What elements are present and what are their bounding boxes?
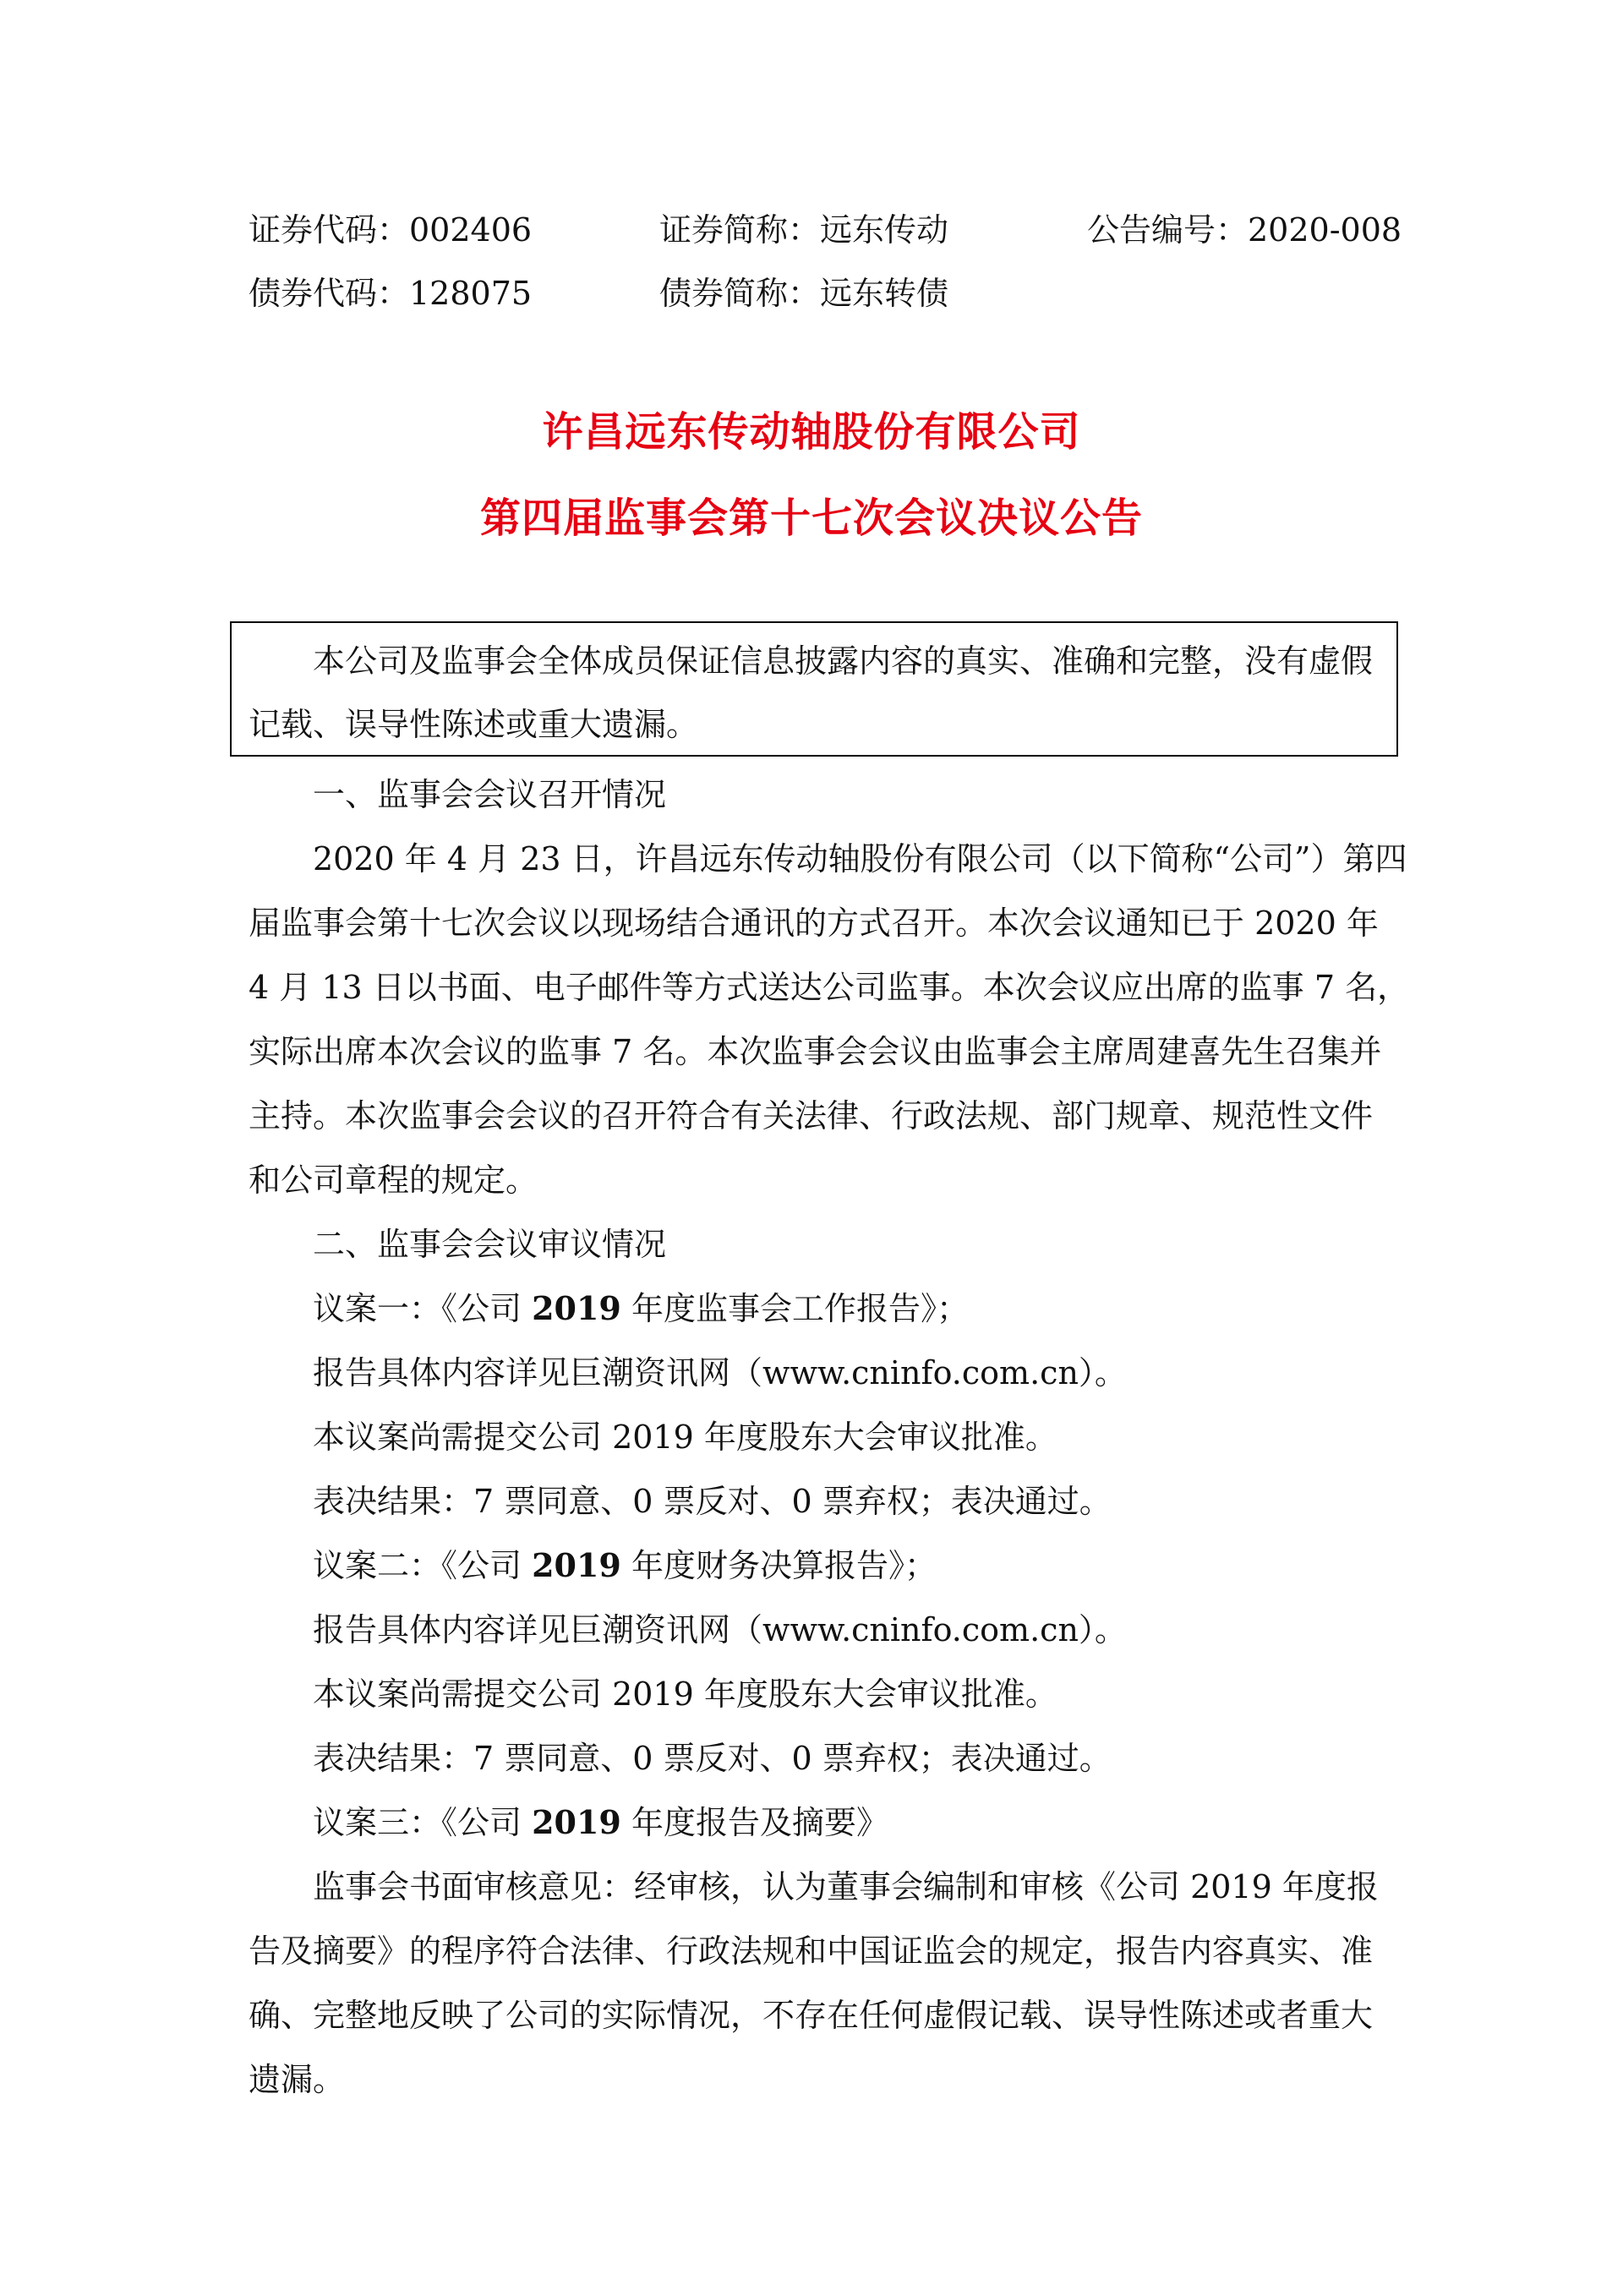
motion-2-detail: 报告具体内容详见巨潮资讯网（www.cninfo.com.cn）。 xyxy=(313,1611,1127,1648)
paragraph-line: 届监事会第十七次会议以现场结合通讯的方式召开。本次会议通知已于 2020 年 xyxy=(249,905,1379,942)
motion-1-detail: 报告具体内容详见巨潮资讯网（www.cninfo.com.cn）。 xyxy=(313,1354,1127,1391)
stock-code: 证券代码：002406 xyxy=(249,211,533,249)
notice-line-2: 记载、误导性陈述或重大遗漏。 xyxy=(249,706,699,743)
section-heading-meeting-convening: 一、监事会会议召开情况 xyxy=(313,776,667,813)
stock-abbreviation: 证券简称：远东传动 xyxy=(659,211,949,249)
section-heading-meeting-review: 二、监事会会议审议情况 xyxy=(313,1226,667,1263)
bond-abbreviation: 债券简称：远东转债 xyxy=(659,275,949,312)
paragraph-line: 主持。本次监事会会议的召开符合有关法律、行政法规、部门规章、规范性文件 xyxy=(249,1097,1374,1134)
motion-3-title: 议案三：《公司 2019 年度报告及摘要》 xyxy=(313,1803,888,1841)
paragraph-line: 2020 年 4 月 23 日，许昌远东传动轴股份有限公司（以下简称“公司”）第四 xyxy=(313,840,1407,877)
motion-3-opinion-line: 告及摘要》的程序符合法律、行政法规和中国证监会的规定，报告内容真实、准 xyxy=(249,1932,1374,1970)
motion-1-vote-result: 表决结果：7 票同意、0 票反对、0 票弃权；表决通过。 xyxy=(313,1483,1112,1520)
paragraph-line: 4 月 13 日以书面、电子邮件等方式送达公司监事。本次会议应出席的监事 7 名， xyxy=(249,969,1410,1006)
notice-line-1: 本公司及监事会全体成员保证信息披露内容的真实、准确和完整，没有虚假 xyxy=(313,642,1374,680)
company-title: 许昌远东传动轴股份有限公司 xyxy=(542,408,1081,456)
motion-3-opinion-line: 遗漏。 xyxy=(249,2061,346,2098)
motion-1-title: 议案一：《公司 2019 年度监事会工作报告》； xyxy=(313,1289,969,1327)
paragraph-line: 实际出席本次会议的监事 7 名。本次监事会会议由监事会主席周建喜先生召集并 xyxy=(249,1033,1382,1070)
motion-2-vote-result: 表决结果：7 票同意、0 票反对、0 票弃权；表决通过。 xyxy=(313,1740,1112,1777)
motion-2-submission: 本议案尚需提交公司 2019 年度股东大会审议批准。 xyxy=(313,1676,1057,1713)
motion-3-opinion-line: 确、完整地反映了公司的实际情况，不存在任何虚假记载、误导性陈述或者重大 xyxy=(249,1997,1374,2034)
bond-code: 债券代码：128075 xyxy=(249,275,533,312)
motion-2-title: 议案二：《公司 2019 年度财务决算报告》； xyxy=(313,1546,937,1584)
announcement-number: 公告编号：2020-008 xyxy=(1087,211,1402,249)
motion-3-opinion-line: 监事会书面审核意见：经审核，认为董事会编制和审核《公司 2019 年度报 xyxy=(313,1868,1379,1905)
motion-1-submission: 本议案尚需提交公司 2019 年度股东大会审议批准。 xyxy=(313,1419,1057,1456)
announcement-title: 第四届监事会第十七次会议决议公告 xyxy=(479,495,1143,542)
paragraph-line: 和公司章程的规定。 xyxy=(249,1162,538,1199)
